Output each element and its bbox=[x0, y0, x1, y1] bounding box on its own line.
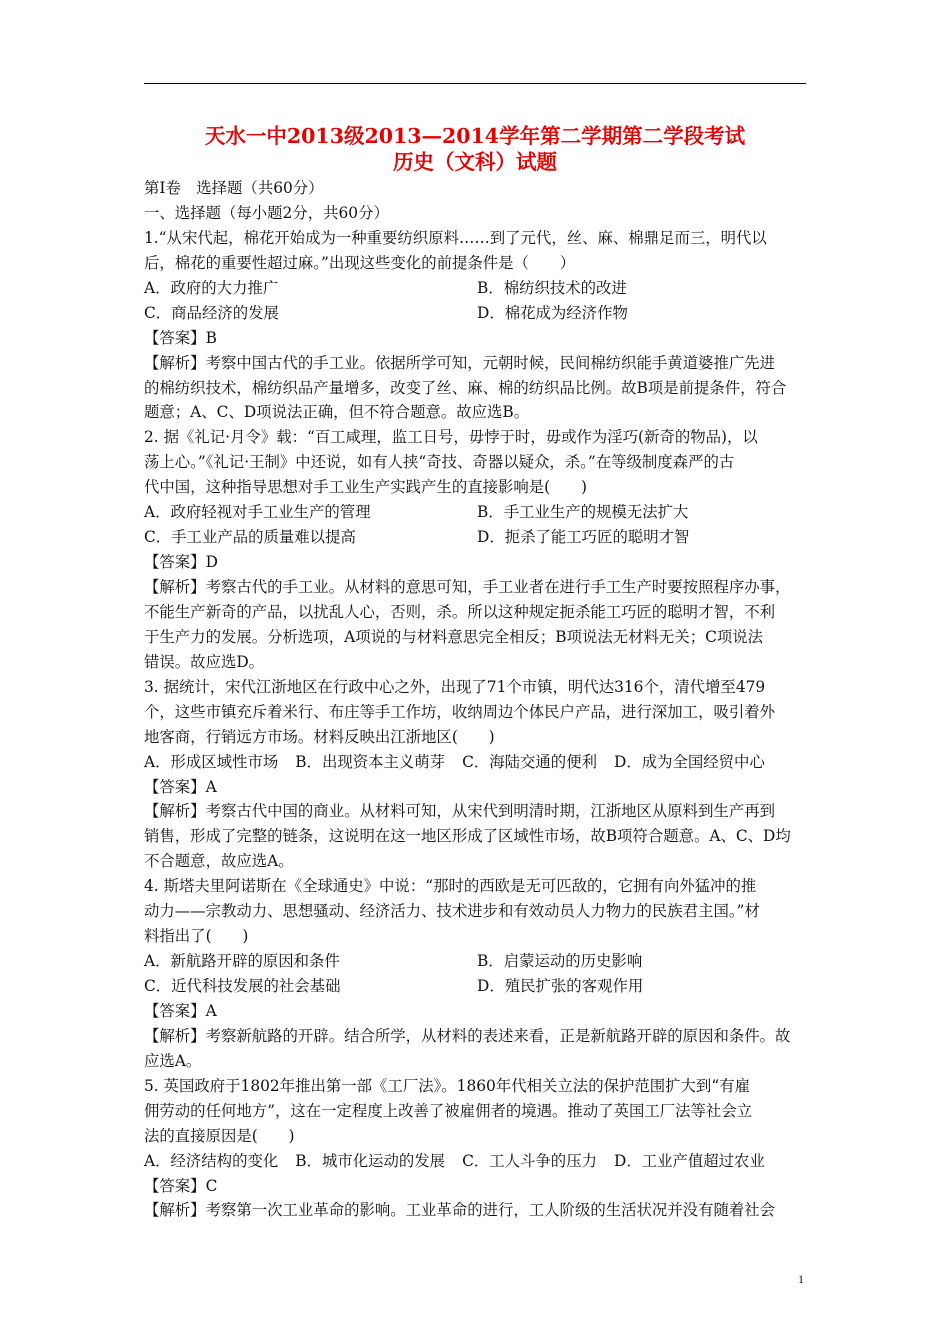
option-row bbox=[144, 301, 806, 326]
section-heading: 一、选择题（每小题2分，共60分） bbox=[144, 203, 389, 222]
question-stem: 动力——宗教动力、思想骚动、经济活力、技术进步和有效动员人力物力的民族君主国。”材 bbox=[144, 902, 760, 921]
analysis: 的棉纺织技术，棉纺织品产量增多，改变了丝、麻、棉的纺织品比例。故B项是前提条件，符合 bbox=[144, 378, 787, 397]
question-stem: 1.“从宋代起，棉花开始成为一种重要纺织原料……到了元代，丝、麻、棉鼎足而三，明代以 bbox=[144, 228, 767, 247]
question-stem: 个，这些市镇充斥着米行、布庄等手工作坊，收纳周边个体民户产品，进行深加工，吸引着外 bbox=[144, 702, 776, 721]
question-stem: 地客商，行销远方市场。材料反映出江浙地区( ) bbox=[144, 727, 495, 746]
option-a: A．经济结构的变化 bbox=[144, 1151, 279, 1170]
option-b: B．手工业生产的规模无法扩大 bbox=[477, 503, 689, 522]
question-stem: 代中国，这种指导思想对手工业生产实践产生的直接影响是( ) bbox=[144, 478, 587, 497]
option-b: B．城市化运动的发展 bbox=[295, 1151, 446, 1170]
question-stem: 3. 据统计，宋代江浙地区在行政中心之外，出现了71个市镇，明代达316个，清代增至479 bbox=[144, 677, 766, 696]
question-3 bbox=[144, 675, 806, 875]
option-d: D．棉花成为经济作物 bbox=[477, 303, 628, 322]
exam-subtitle: 历史（文科）试题 bbox=[393, 150, 557, 174]
option-c: C．海陆交通的便利 bbox=[462, 752, 597, 771]
question-stem: 荡上心。”《礼记·王制》中还说，如有人挟“奇技、奇器以疑众，杀。”在等级制度森严的古 bbox=[144, 453, 735, 472]
analysis: 错误。故应选D。 bbox=[144, 652, 265, 671]
question-2 bbox=[144, 425, 806, 674]
answer: 【答案】C bbox=[144, 1176, 218, 1195]
option-d: D．工业产值超过农业 bbox=[613, 1151, 765, 1170]
option-b: B．出现资本主义萌芽 bbox=[295, 752, 446, 771]
option-c: C．近代科技发展的社会基础 bbox=[144, 977, 341, 995]
option-row bbox=[144, 949, 806, 974]
analysis: 【解析】考察第一次工业革命的影响。工业革命的进行，工人阶级的生活状况并没有随着社会 bbox=[144, 1201, 776, 1220]
analysis: 不能生产新奇的产品，以扰乱人心，否则，杀。所以这种规定扼杀能工巧匠的聪明才智，不利 bbox=[144, 602, 776, 621]
question-stem: 料指出了( ) bbox=[144, 927, 249, 946]
analysis: 不合题意，故应选A。 bbox=[144, 852, 294, 871]
option-row bbox=[144, 525, 806, 550]
question-stem: 4. 斯塔夫里阿诺斯在《全球通史》中说：“那时的西欧是无可匹敌的，它拥有向外猛冲的推 bbox=[144, 877, 757, 896]
answer: 【答案】D bbox=[144, 553, 218, 572]
analysis: 应选A。 bbox=[144, 1051, 202, 1070]
question-stem: 5. 英国政府于1802年推出第一部《工厂法》。1860年代相关立法的保护范围扩大到“有雇 bbox=[144, 1076, 750, 1095]
exam-content bbox=[144, 176, 806, 1223]
option-row bbox=[144, 500, 806, 525]
question-1 bbox=[144, 226, 806, 426]
option-a: A．新航路开辟的原因和条件 bbox=[144, 952, 340, 971]
analysis: 题意；A、C、D项说法正确，但不符合题意。故应选B。 bbox=[144, 403, 530, 422]
option-d: D．扼杀了能工巧匠的聪明才智 bbox=[477, 528, 690, 547]
question-stem: 2. 据《礼记·月令》载：“百工咸理，监工日号，毋悖于时，毋或作为淫巧(新奇的物品)，以 bbox=[144, 428, 758, 447]
analysis: 【解析】考察中国古代的手工业。依据所学可知，元朝时候，民间棉纺织能手黄道婆推广先进 bbox=[144, 353, 776, 372]
option-c: C．工人斗争的压力 bbox=[462, 1151, 597, 1170]
option-d: D．成为全国经贸中心 bbox=[613, 752, 765, 771]
analysis: 销售，形成了完整的链条，这说明在这一地区形成了区域性市场，故B项符合题意。A、C、D均 bbox=[144, 827, 791, 846]
option-a: A．形成区域性市场 bbox=[144, 752, 279, 771]
analysis: 【解析】考察古代中国的商业。从材料可知，从宋代到明清时期，江浙地区从原料到生产再到 bbox=[144, 802, 776, 821]
part-heading: 第Ⅰ卷 选择题（共60分） bbox=[144, 179, 324, 197]
option-a: A．政府轻视对手工业生产的管理 bbox=[144, 503, 371, 522]
answer: 【答案】B bbox=[144, 328, 217, 347]
option-d: D．殖民扩张的客观作用 bbox=[477, 977, 644, 995]
option-row bbox=[144, 750, 806, 775]
answer: 【答案】A bbox=[144, 777, 217, 796]
analysis: 于生产力的发展。分析选项，A项说的与材料意思完全相反；B项说法无材料无关；C项说法 bbox=[144, 627, 764, 646]
question-stem: 后，棉花的重要性超过麻。”出现这些变化的前提条件是（ ） bbox=[144, 253, 576, 272]
option-row bbox=[144, 974, 806, 999]
option-c: C．手工业产品的质量难以提高 bbox=[144, 528, 356, 547]
option-a: A．政府的大力推广 bbox=[144, 278, 279, 297]
analysis: 【解析】考察古代的手工业。从材料的意思可知，手工业者在进行手工生产时要按照程序办事， bbox=[144, 578, 791, 596]
question-4 bbox=[144, 874, 806, 1074]
question-5 bbox=[144, 1074, 806, 1224]
question-stem: 法的直接原因是( ) bbox=[144, 1126, 295, 1145]
header-rule bbox=[144, 83, 806, 84]
answer: 【答案】A bbox=[144, 1001, 217, 1020]
option-row bbox=[144, 276, 806, 301]
option-c: C．商品经济的发展 bbox=[144, 303, 279, 322]
question-stem: 佣劳动的任何地方”，这在一定程度上改善了被雇佣者的境遇。推动了英国工厂法等社会立 bbox=[144, 1101, 753, 1120]
option-b: B．启蒙运动的历史影响 bbox=[477, 952, 643, 971]
exam-title: 天水一中2013级2013—2014学年第二学期第二学段考试 bbox=[204, 124, 746, 148]
page-number: 1 bbox=[798, 1272, 804, 1286]
option-row bbox=[144, 1149, 806, 1174]
analysis: 【解析】考察新航路的开辟。结合所学，从材料的表述来看，正是新航路开辟的原因和条件。故 bbox=[144, 1026, 791, 1045]
option-b: B．棉纺织技术的改进 bbox=[477, 278, 627, 297]
